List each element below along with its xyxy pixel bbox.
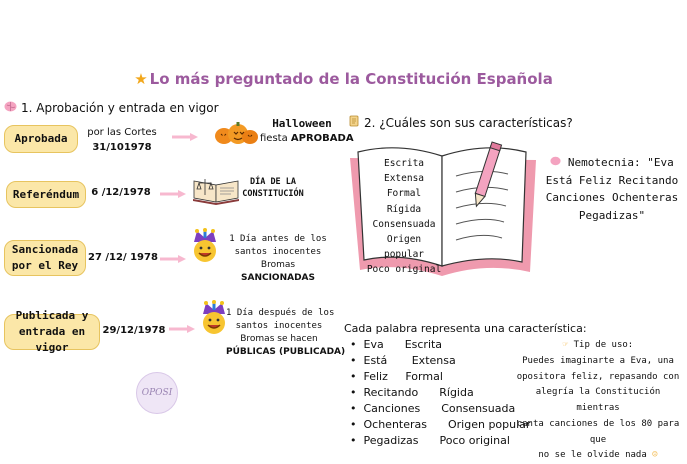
sancionada-note: 1 Día antes de los santos inocentes Bromas SANCIONADAS <box>229 234 327 284</box>
list-item: • Feliz Formal <box>346 369 530 385</box>
referendum-detail: 6 /12/1978 <box>91 187 151 198</box>
constitution-book-icon <box>191 175 241 205</box>
section-1-heading: 1. Aprobación y entrada en vigor <box>4 101 219 115</box>
sancionada-detail: 27 /12/ 1978 <box>88 252 158 263</box>
list-item: • Está Extensa <box>346 353 530 369</box>
tip-box: ☞ Tip de uso: Puedes imaginarte a Eva, una opositora feliz, repasando con alegría la Constitución mientras canta canciones de los 80 para que no se le olvide nada ☺ <box>516 340 680 461</box>
jester-icon <box>189 228 221 264</box>
smile-icon: ☺ <box>652 450 658 461</box>
publicada-note: 1 Día después de los santos inocentes Bromas se hacen PÚBLICAS (PUBLICADA) <box>226 308 346 358</box>
pill-referendum: Referéndum <box>6 181 86 208</box>
pairs-title: Cada palabra representa una característica: <box>344 322 587 335</box>
pill-sancionada: Sancionada por el Rey <box>4 240 86 276</box>
scroll-icon <box>348 115 360 130</box>
list-item: • Pegadizas Poco original <box>346 433 530 449</box>
pill-publicada: Publicada y entrada en vigor <box>4 314 100 350</box>
logo: OPOSI <box>136 372 178 414</box>
pairs-list <box>346 337 530 449</box>
pumpkins-icon <box>214 120 258 146</box>
referendum-note: DÍA DE LA CONSTITUCIÓN <box>242 177 304 200</box>
aprobada-note: Halloween fiesta APROBADA <box>260 117 354 144</box>
pill-aprobada: Aprobada <box>4 125 78 153</box>
list-item: • Eva Escrita <box>346 337 530 353</box>
mnemonic-text: Nemotecnia: "Eva Está Feliz Recitando Canciones Ochenteras Pegadizas" <box>545 156 679 222</box>
arrow-icon <box>172 133 198 141</box>
list-item: • Ochenteras Origen popular <box>346 417 530 433</box>
brain-icon <box>4 101 17 115</box>
page-title: ★ Lo más preguntado de la Constitución Española <box>134 70 553 88</box>
brain-icon <box>550 156 561 169</box>
pointing-hand-icon: ☞ <box>562 340 569 350</box>
star-icon: ★ <box>134 70 148 88</box>
book-word-list: Escrita Extensa Formal Rígida Consensuada Origen popular Poco original <box>366 158 442 276</box>
arrow-icon <box>160 190 186 198</box>
list-item: • Recitando Rígida <box>346 385 530 401</box>
arrow-icon <box>160 255 186 263</box>
publicada-detail: 29/12/1978 <box>102 325 166 336</box>
section-2-heading: 2. ¿Cuáles son sus características? <box>348 115 573 130</box>
aprobada-detail: por las Cortes 31/101978 <box>87 127 157 153</box>
list-item: • Canciones Consensuada <box>346 401 530 417</box>
arrow-icon <box>169 325 195 333</box>
